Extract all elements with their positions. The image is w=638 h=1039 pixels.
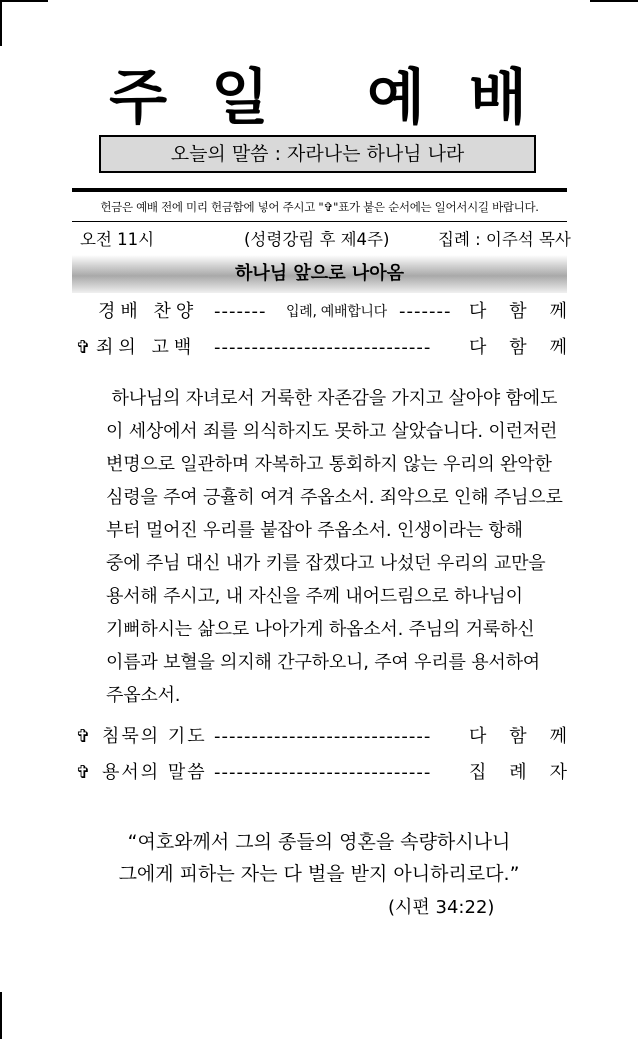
title-char: 배 <box>468 63 529 133</box>
crop-mark-top-left <box>0 0 2 46</box>
crop-mark-top-left-h <box>0 0 48 2</box>
page-title <box>0 62 638 134</box>
title-char: 예 <box>367 63 427 133</box>
prayer-line: 변명으로 일관하며 자복하고 통회하지 않는 우리의 완악한 <box>106 454 552 475</box>
participant-char: 함 <box>509 337 527 358</box>
confession-prayer <box>106 382 563 712</box>
order-hymn: 입례, 예배합니다 <box>286 304 387 320</box>
title-char: 주 <box>109 63 170 133</box>
order-label: 용서의 말씀 <box>102 762 207 783</box>
crop-mark-bottom-left <box>0 992 2 1039</box>
scripture-verse-line: 그에게 피하는 자는 다 벌을 받지 아니하리로다.” <box>118 863 520 885</box>
prayer-line: 하나님의 자녀로서 거룩한 자존감을 가지고 살아야 함에도 <box>106 388 558 409</box>
order-label: 침묵의 기도 <box>102 726 207 747</box>
service-time: 오전 11시 <box>80 230 155 249</box>
divider-thin <box>72 221 567 222</box>
prayer-line: 이 세상에서 죄를 의식하지도 못하고 살았습니다. 이런저런 <box>106 421 558 442</box>
divider-thick <box>72 188 567 192</box>
scripture-reference: (시편 34:22) <box>388 897 495 918</box>
order-participant <box>469 724 567 750</box>
participant-char: 례 <box>509 762 527 783</box>
dash-leader: ------- <box>214 301 267 322</box>
dash-leader: ----------------------------- <box>214 726 432 747</box>
dash-leader: ------- <box>399 301 452 322</box>
participant-char: 께 <box>549 301 567 322</box>
cross-icon: ✞ <box>75 762 91 783</box>
order-participant <box>469 299 567 325</box>
prayer-line: 중에 주님 대신 내가 키를 잡겠다고 나섰던 우리의 교만을 <box>106 553 546 574</box>
order-label: 죄의 고백 <box>96 337 197 358</box>
order-item <box>74 760 567 786</box>
crop-mark-top-right <box>590 0 638 2</box>
prayer-line: 주옵소서. <box>106 685 181 706</box>
prayer-line: 기뻐하시는 삶으로 나아가게 하옵소서. 주님의 거룩하신 <box>106 619 535 640</box>
section-header: 하나님 앞으로 나아옴 <box>72 255 567 293</box>
sermon-title-box: 오늘의 말씀 : 자라나는 하나님 나라 <box>99 135 536 173</box>
liturgical-season: (성령강림 후 제4주) <box>244 230 390 249</box>
cross-icon: ✞ <box>75 337 91 358</box>
offering-notice <box>72 199 567 215</box>
participant-char: 다 <box>469 726 487 747</box>
notice-text: 헌금은 예배 전에 미리 헌금함에 넣어 주시고 " <box>100 200 324 214</box>
participant-char: 다 <box>469 337 487 358</box>
participant-char: 께 <box>549 337 567 358</box>
scripture-verse-line: “여호와께서 그의 종들의 영혼을 속량하시나니 <box>127 831 511 853</box>
cross-icon: ✞ <box>75 726 91 747</box>
participant-char: 함 <box>509 726 527 747</box>
dash-leader: ----------------------------- <box>214 762 432 783</box>
prayer-line: 용서해 주시고, 내 자신을 주께 내어드림으로 하나님이 <box>106 586 523 607</box>
order-participant <box>469 335 567 361</box>
order-item <box>74 724 567 750</box>
participant-char: 께 <box>549 726 567 747</box>
cross-icon: ✞ <box>323 200 334 214</box>
order-label: 경배 찬양 <box>98 301 199 322</box>
participant-char: 자 <box>549 762 567 783</box>
order-item <box>74 299 567 325</box>
service-leader: 집례 : 이주석 목사 <box>438 230 571 249</box>
prayer-line: 부터 멀어진 우리를 붙잡아 주옵소서. 인생이라는 항해 <box>106 520 523 541</box>
participant-char: 함 <box>509 301 527 322</box>
participant-char: 집 <box>469 762 487 783</box>
prayer-line: 이름과 보혈을 의지해 간구하오니, 주여 우리를 용서하여 <box>106 652 540 673</box>
dash-leader: ----------------------------- <box>214 337 432 358</box>
prayer-line: 심령을 주여 긍휼히 여겨 주옵소서. 죄악으로 인해 주님으로 <box>106 487 563 508</box>
order-item <box>74 335 567 361</box>
notice-text: "표가 붙은 순서에는 일어서시길 바랍니다. <box>333 200 539 214</box>
participant-char: 다 <box>469 301 487 322</box>
title-char: 일 <box>211 63 271 133</box>
order-participant <box>469 760 567 786</box>
